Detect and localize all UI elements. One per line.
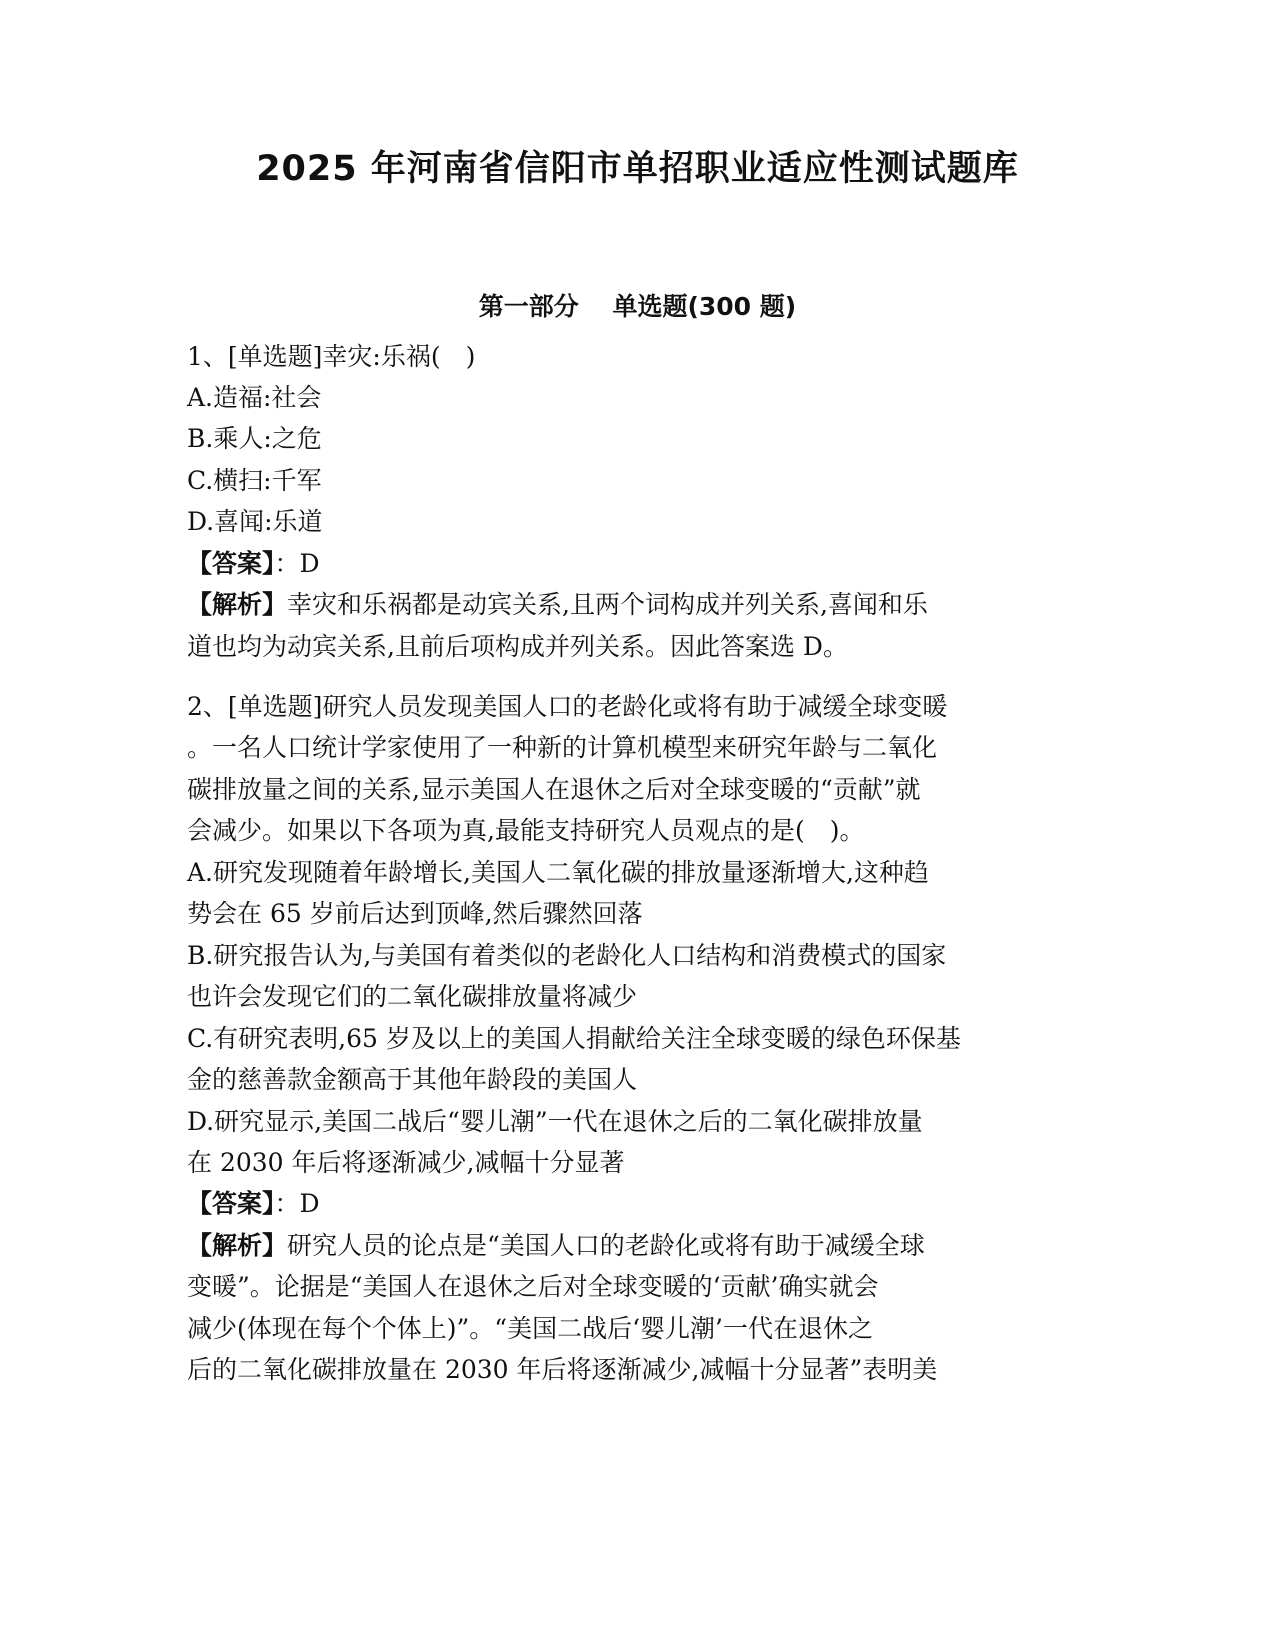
question-2-option-d-line-2: 在 2030 年后将逐渐减少,减幅十分显著 (187, 1148, 625, 1177)
question-1-stem: 1、[单选题]幸灾:乐祸( ) (187, 342, 476, 371)
answer-label: 【答案】 (187, 1189, 275, 1218)
question-2-analysis-line-4: 后的二氧化碳排放量在 2030 年后将逐渐减少,减幅十分显著”表明美 (187, 1355, 938, 1384)
question-1-analysis-line-1 (187, 588, 928, 622)
analysis-text: 研究人员的论点是“美国人口的老龄化或将有助于减缓全球 (287, 1231, 925, 1260)
answer-value: ：D (274, 1189, 320, 1218)
question-2-option-b-line-2: 也许会发现它们的二氧化碳排放量将减少 (187, 982, 638, 1011)
answer-value: ：D (274, 549, 320, 578)
question-1-option-d: D.喜闻:乐道 (187, 507, 323, 536)
question-2-option-b-line-1: B.研究报告认为,与美国有着类似的老龄化人口结构和消费模式的国家 (187, 941, 947, 970)
question-2-option-c-line-2: 金的慈善款金额高于其他年龄段的美国人 (187, 1065, 638, 1094)
analysis-text: 幸灾和乐祸都是动宾关系,且两个词构成并列关系,喜闻和乐 (287, 590, 928, 619)
analysis-label: 【解析】 (187, 1231, 288, 1260)
question-2-stem-line-1: 2、[单选题]研究人员发现美国人口的老龄化或将有助于减缓全球变暖 (187, 692, 948, 721)
section-title: 第一部分 单选题(300 题) (478, 292, 797, 321)
question-2-analysis-line-3: 减少(体现在每个个体上)”。“美国二战后‘婴儿潮’一代在退休之 (187, 1314, 873, 1343)
question-1-option-b: B.乘人:之危 (187, 424, 322, 453)
question-2-option-a-line-2: 势会在 65 岁前后达到顶峰,然后骤然回落 (187, 899, 643, 928)
question-2-stem-line-2: 。一名人口统计学家使用了一种新的计算机模型来研究年龄与二氧化 (187, 733, 938, 762)
question-2-stem-line-3: 碳排放量之间的关系,显示美国人在退休之后对全球变暖的“贡献”就 (187, 775, 921, 804)
question-2-analysis-line-2: 变暖”。论据是“美国人在退休之后对全球变暖的‘贡献’确实就会 (187, 1272, 879, 1301)
analysis-label: 【解析】 (187, 590, 288, 619)
question-1-option-a: A.造福:社会 (187, 383, 322, 412)
question-1-option-c: C.横扫:千军 (187, 466, 322, 495)
question-2-analysis-line-1 (187, 1229, 925, 1263)
question-1-analysis-line-2: 道也均为动宾关系,且前后项构成并列关系。因此答案选 D。 (187, 632, 848, 661)
question-2-stem-line-4: 会减少。如果以下各项为真,最能支持研究人员观点的是( )。 (187, 816, 865, 845)
question-2-option-d-line-1: D.研究显示,美国二战后“婴儿潮”一代在退休之后的二氧化碳排放量 (187, 1107, 923, 1136)
answer-label: 【答案】 (187, 549, 275, 578)
question-2-option-c-line-1: C.有研究表明,65 岁及以上的美国人捐献给关注全球变暖的绿色环保基 (187, 1024, 961, 1053)
question-1-answer (187, 547, 320, 581)
question-2-answer (187, 1187, 320, 1221)
document-title: 2025 年河南省信阳市单招职业适应性测试题库 (256, 149, 1019, 189)
question-2-option-a-line-1: A.研究发现随着年龄增长,美国人二氧化碳的排放量逐渐增大,这种趋 (187, 858, 929, 887)
